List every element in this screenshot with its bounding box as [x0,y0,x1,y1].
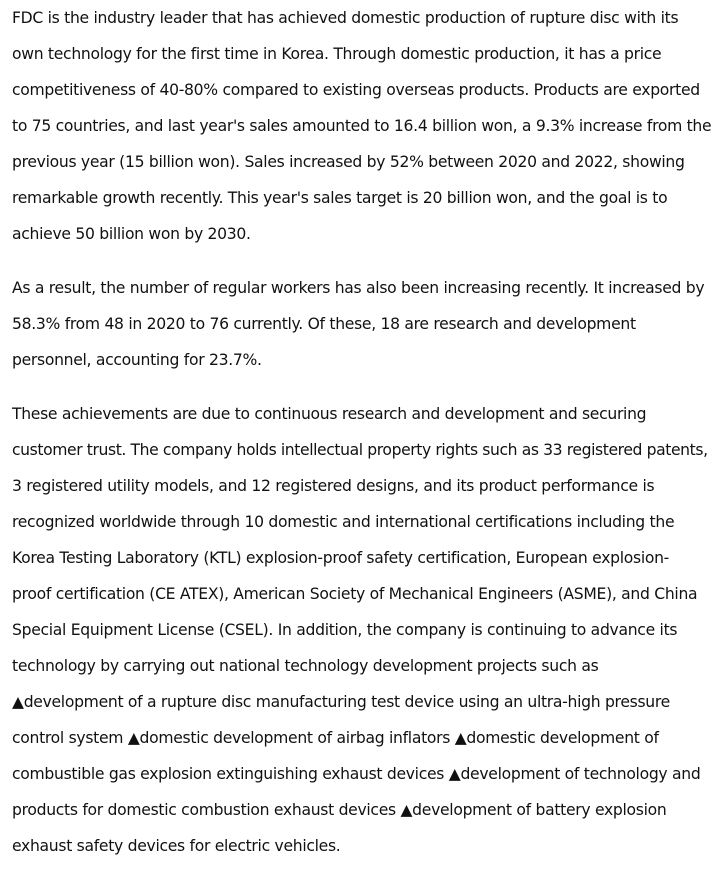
text-line: control system ▲domestic development of airbag inflators ▲domestic development of [12,729,659,747]
text-line: combustible gas explosion extinguishing exhaust devices ▲development of technology and [12,765,701,783]
text-line: achieve 50 billion won by 2030. [12,225,251,243]
text-line: FDC is the industry leader that has achieved domestic production of rupture disc with its [12,9,679,27]
text-line: These achievements are due to continuous research and development and securing [12,405,647,423]
text-line: 58.3% from 48 in 2020 to 76 currently. Of these, 18 are research and development [12,315,636,333]
paragraph-company-overview [12,0,712,252]
text-line: Special Equipment License (CSEL). In addition, the company is continuing to advance its [12,621,678,639]
text-line: remarkable growth recently. This year's sales target is 20 billion won, and the goal is to [12,189,668,207]
text-line: previous year (15 billion won). Sales increased by 52% between 2020 and 2022, showing [12,153,685,171]
text-line: 3 registered utility models, and 12 registered designs, and its product performance is [12,477,655,495]
paragraph-spacer [12,378,712,396]
text-line: own technology for the first time in Korea. Through domestic production, it has a price [12,45,662,63]
text-line: customer trust. The company holds intellectual property rights such as 33 registered patents, [12,441,708,459]
text-line: exhaust safety devices for electric vehicles. [12,837,341,855]
text-line: products for domestic combustion exhaust devices ▲development of battery explosion [12,801,667,819]
paragraph-achievements [12,396,712,864]
paragraph-workforce [12,270,712,378]
text-line: personnel, accounting for 23.7%. [12,351,262,369]
text-line: to 75 countries, and last year's sales amounted to 16.4 billion won, a 9.3% increase from the [12,117,712,135]
text-line: proof certification (CE ATEX), American Society of Mechanical Engineers (ASME), and China [12,585,698,603]
article-body [12,0,712,864]
text-line: As a result, the number of regular workers has also been increasing recently. It increased by [12,279,705,297]
text-line: technology by carrying out national technology development projects such as [12,657,599,675]
text-line: Korea Testing Laboratory (KTL) explosion-proof safety certification, European explosion- [12,549,669,567]
paragraph-spacer [12,252,712,270]
text-line: recognized worldwide through 10 domestic and international certifications including the [12,513,675,531]
text-line: ▲development of a rupture disc manufacturing test device using an ultra-high pressure [12,693,670,711]
text-line: competitiveness of 40-80% compared to existing overseas products. Products are exported [12,81,700,99]
